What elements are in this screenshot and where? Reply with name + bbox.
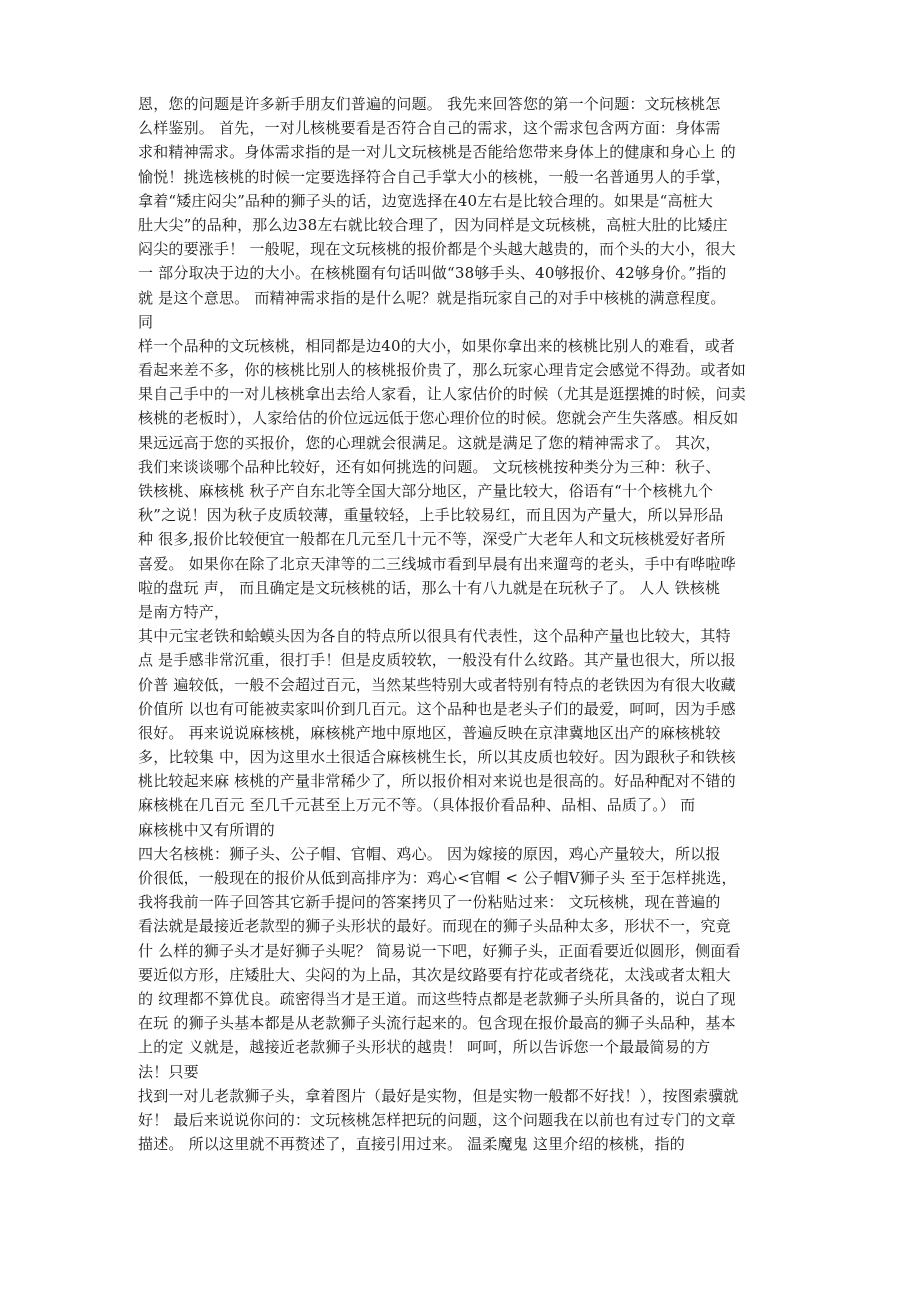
- text-line: 果远远高于您的买报价，您的心理就会很满足。这就是满足了您的精神需求了。 其次，: [138, 433, 721, 452]
- text-line: 点 是手感非常沉重，很打手！但是皮质较软，一般没有什么纹路。其产量也很大，所以报: [138, 651, 736, 670]
- text-line: 我们来谈谈哪个品种比较好，还有如何挑选的问题。 文玩核桃按种类分为三种：秋子、: [138, 457, 721, 476]
- text-line: 拿着“矮庄闷尖”品种的狮子头的话，边宽选择在40左右是比较合理的。如果是“高桩大: [138, 191, 714, 210]
- text-line: 同: [138, 312, 154, 331]
- text-line: 种 很多,报价比较便宜一般都在几元至几十元不等，深受广大老年人和文玩核桃爱好者所: [138, 530, 726, 549]
- text-line: 的 纹理都不算优良。疏密得当才是王道。而这些特点都是老款狮子头所具备的，说白了现: [138, 989, 736, 1008]
- text-line: 要近似方形，庄矮肚大、尖闷的为上品，其次是纹路要有拧花或者绕花，太浅或者太粗大: [138, 965, 731, 984]
- text-line: 肚大尖”的品种，那么边38左右就比较合理了，因为同样是文玩核桃，高桩大肚的比矮庄: [138, 215, 728, 234]
- text-line: 秋”之说！因为秋子皮质较薄，重量较轻，上手比较易红，而且因为产量大，所以异形品: [138, 506, 724, 525]
- text-line: 在玩 的狮子头基本都是从老款狮子头流行起来的。包含现在报价最高的狮子头品种，基本: [138, 1014, 736, 1033]
- text-line: 愉悦！挑选核桃的时候一定要选择符合自己手掌大小的核桃，一般一名普通男人的手掌，: [138, 167, 731, 186]
- text-line: 什 么样的狮子头才是好狮子头呢？ 简易说一下吧，好狮子头，正面看要近似圆形，侧面看: [138, 941, 741, 960]
- text-line: 闷尖的要涨手！ 一般呢，现在文玩核桃的报价都是个头越大越贵的，而个头的大小，很大: [138, 240, 736, 259]
- text-line: 其中元宝老铁和蛤蟆头因为各自的特点所以很具有代表性，这个品种产量也比较大，其特: [138, 627, 731, 646]
- text-line: 是南方特产，: [138, 602, 230, 621]
- text-line: 喜爱。 如果你在除了北京天津等的二三线城市看到早晨有出来遛弯的老头，手中有哗啦哗: [138, 554, 736, 573]
- text-line: 桃比较起来麻 核桃的产量非常稀少了，所以报价相对来说也是很高的。好品种配对不错的: [138, 772, 736, 791]
- text-line: 法！只要: [138, 1062, 199, 1081]
- text-line: 价很低，一般现在的报价从低到高排序为：鸡心<官帽 < 公子帽V狮子头 至于怎样挑选，: [138, 869, 737, 887]
- text-line: 上的定 义就是，越接近老款狮子头形状的越贵！ 呵呵，所以告诉您一个最最简易的方: [138, 1038, 711, 1057]
- text-line: 铁核桃、麻核桃 秋子产自东北等全国大部分地区，产量比较大，俗语有“十个核桃九个: [138, 482, 714, 500]
- text-line: 描述。 所以这里就不再赘述了，直接引用过来。 温柔魔鬼 这里介绍的核桃，指的: [138, 1135, 685, 1154]
- text-line: 样一个品种的文玩核桃，相同都是边40的大小，如果你拿出来的核桃比别人的难看，或者: [138, 336, 736, 355]
- document-body: [138, 92, 798, 1156]
- text-line: 好！ 最后来说说你问的：文玩核桃怎样把玩的问题，这个问题我在以前也有过专门的文章: [138, 1110, 736, 1129]
- text-line: 价普 遍较低，一般不会超过百元，当然某些特别大或者特别有特点的老铁因为有很大收藏: [138, 675, 736, 694]
- text-line: 就 是这个意思。 而精神需求指的是什么呢？就是指玩家自己的对手中核桃的满意程度。: [138, 288, 726, 307]
- text-line: 我将我前一阵子回答其它新手提问的答案拷贝了一份粘贴过来： 文玩核桃，现在普遍的: [138, 893, 721, 912]
- text-line: 恩，您的问题是许多新手朋友们普遍的问题。 我先来回答您的第一个问题：文玩核桃怎: [138, 95, 721, 113]
- text-line: 价值所 以也有可能被卖家叫价到几百元。这个品种也是老头子们的最爱，呵呵，因为手感: [138, 699, 736, 718]
- text-line: 看法就是最接近老款型的狮子头形状的最好。而现在的狮子头品种太多，形状不一，究竟: [138, 917, 731, 936]
- text-line: 么样鉴别。 首先，一对儿核桃要看是否符合自己的需求，这个需求包含两方面：身体需: [138, 119, 721, 138]
- text-line: 一 部分取决于边的大小。在核桃圈有句话叫做“38够手头、40够报价、42够身价。”指的: [138, 264, 727, 283]
- text-line: 看起来差不多，你的核桃比别人的核桃报价贵了，那么玩家心理肯定会感觉不得劲。或者如: [138, 361, 747, 380]
- text-line: 核桃的老板时），人家给估的价位远远低于您心理价位的时候。您就会产生失落感。相反如: [138, 409, 739, 428]
- text-line: 找到一对儿老款狮子头，拿着图片（最好是实物，但是实物一般都不好找！），按图索骥就: [138, 1086, 739, 1105]
- text-line: 果自己手中的一对儿核桃拿出去给人家看，让人家估价的时候（尤其是逛摆摊的时候，问卖: [138, 385, 747, 404]
- text-line: 麻核桃中又有所谓的: [138, 820, 275, 839]
- text-line: 多，比较集 中，因为这里水土很适合麻核桃生长，所以其皮质也较好。因为跟秋子和铁核: [138, 748, 736, 767]
- text-line: 麻核桃在几百元 至几千元甚至上万元不等。（具体报价看品种、品相、品质了。） 而: [138, 796, 696, 815]
- text-line: 很好。 再来说说麻核桃，麻核桃产地中原地区，普遍反映在京津冀地区出产的麻核桃较: [138, 723, 721, 742]
- text-line: 四大名核桃：狮子头、公子帽、官帽、鸡心。 因为嫁接的原因，鸡心产量较大，所以报: [138, 844, 721, 863]
- text-line: 啦的盘玩 声， 而且确定是文玩核桃的话，那么十有八九就是在玩秋子了。 人人 铁核桃: [138, 578, 721, 597]
- text-line: 求和精神需求。身体需求指的是一对儿文玩核桃是否能给您带来身体上的健康和身心上 的: [138, 143, 736, 162]
